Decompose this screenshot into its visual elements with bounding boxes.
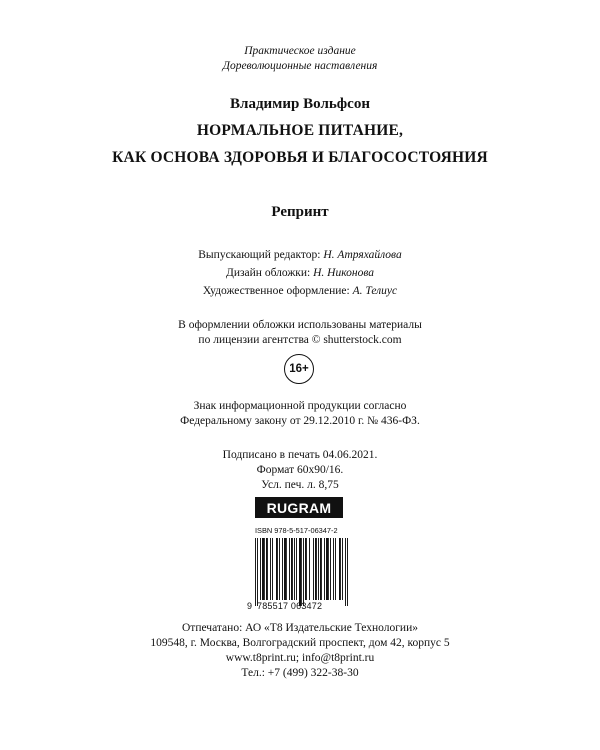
printer-line-4: Тел.: +7 (499) 322-38-30 (241, 667, 359, 679)
barcode-bar (299, 538, 302, 606)
barcode-bar (339, 538, 341, 600)
barcode-bar (276, 538, 278, 600)
isbn-number: ISBN 978-5-517-06347-2 (255, 526, 338, 535)
credit-editor (0, 246, 600, 264)
author-name: Владимир Вольфсон (230, 96, 370, 112)
printer-line-2: 109548, г. Москва, Волгоградский проспект, дом 42, корпус 5 (150, 637, 450, 649)
barcode-bar (296, 538, 297, 600)
credit-person: Н. Атряхайлова (323, 249, 402, 261)
barcode-bar (342, 538, 343, 600)
paper-format: Формат 60х90/16. (256, 464, 344, 476)
barcode-bar (330, 538, 331, 600)
barcode-bar (291, 538, 293, 600)
barcode-bar (262, 538, 265, 600)
barcode-first-digit: 9 (247, 601, 253, 611)
barcode-bar (266, 538, 268, 600)
barcode-bar (282, 538, 283, 600)
barcode-bar (289, 538, 290, 600)
barcode-bar (335, 538, 336, 600)
edition-label: Репринт (271, 204, 329, 220)
barcode-bar (324, 538, 325, 600)
cover-note-line-2: по лицензии агентства © shutterstock.com (198, 334, 402, 346)
barcode-bar (333, 538, 334, 600)
barcode-bar (347, 538, 348, 606)
barcode-bar (303, 538, 304, 606)
credit-art-design (0, 282, 600, 300)
credit-role: Дизайн обложки: (225, 267, 311, 279)
printed-sheets: Усл. печ. л. 8,75 (261, 479, 339, 491)
barcode-bar (318, 538, 319, 600)
barcode-bar (260, 538, 261, 600)
barcode-bar (270, 538, 271, 600)
isbn-barcode (247, 538, 351, 608)
age-rating-badge: 16+ (284, 354, 314, 384)
series-line-1: Практическое издание (244, 45, 356, 57)
barcode-bar (345, 538, 346, 606)
info-mark-line-1: Знак информационной продукции согласно (193, 400, 407, 412)
book-title-line-2: КАК ОСНОВА ЗДОРОВЬЯ И БЛАГОСОСТОЯНИЯ (112, 149, 488, 166)
barcode-bar (272, 538, 273, 600)
barcode-bar (257, 538, 258, 606)
barcode-rest-digits: 785517 063472 (257, 601, 323, 611)
printer-line-1: Отпечатано: АО «Т8 Издательские Технологии» (182, 622, 418, 634)
barcode-bar (294, 538, 295, 600)
credit-role: Выпускающий редактор: (198, 249, 321, 261)
credit-person: Н. Никонова (313, 267, 375, 279)
barcode-bar (284, 538, 287, 600)
credit-person: А. Телиус (352, 285, 398, 297)
barcode-digits (247, 601, 351, 613)
book-title-line-1: НОРМАЛЬНОЕ ПИТАНИЕ, (196, 122, 404, 139)
barcode-bar (313, 538, 314, 600)
signed-to-print: Подписано в печать 04.06.2021. (222, 449, 378, 461)
barcode-bar (326, 538, 329, 600)
barcode-bar (305, 538, 307, 600)
credit-cover-design (0, 264, 600, 282)
barcode-bar (309, 538, 310, 600)
credit-role: Художественное оформление: (202, 285, 350, 297)
barcode-bar (320, 538, 322, 600)
barcode-bar (279, 538, 280, 600)
barcode-bar (255, 538, 256, 606)
barcode-bar (315, 538, 317, 600)
info-mark-line-2: Федеральному закону от 29.12.2010 г. № 436-ФЗ. (180, 415, 420, 427)
printer-line-3: www.t8print.ru; info@t8print.ru (225, 652, 375, 664)
publisher-logo: RUGRAM (255, 497, 343, 518)
cover-note-line-1: В оформлении обложки использованы материалы (178, 319, 422, 331)
series-line-2: Дореволюционные наставления (222, 60, 378, 72)
